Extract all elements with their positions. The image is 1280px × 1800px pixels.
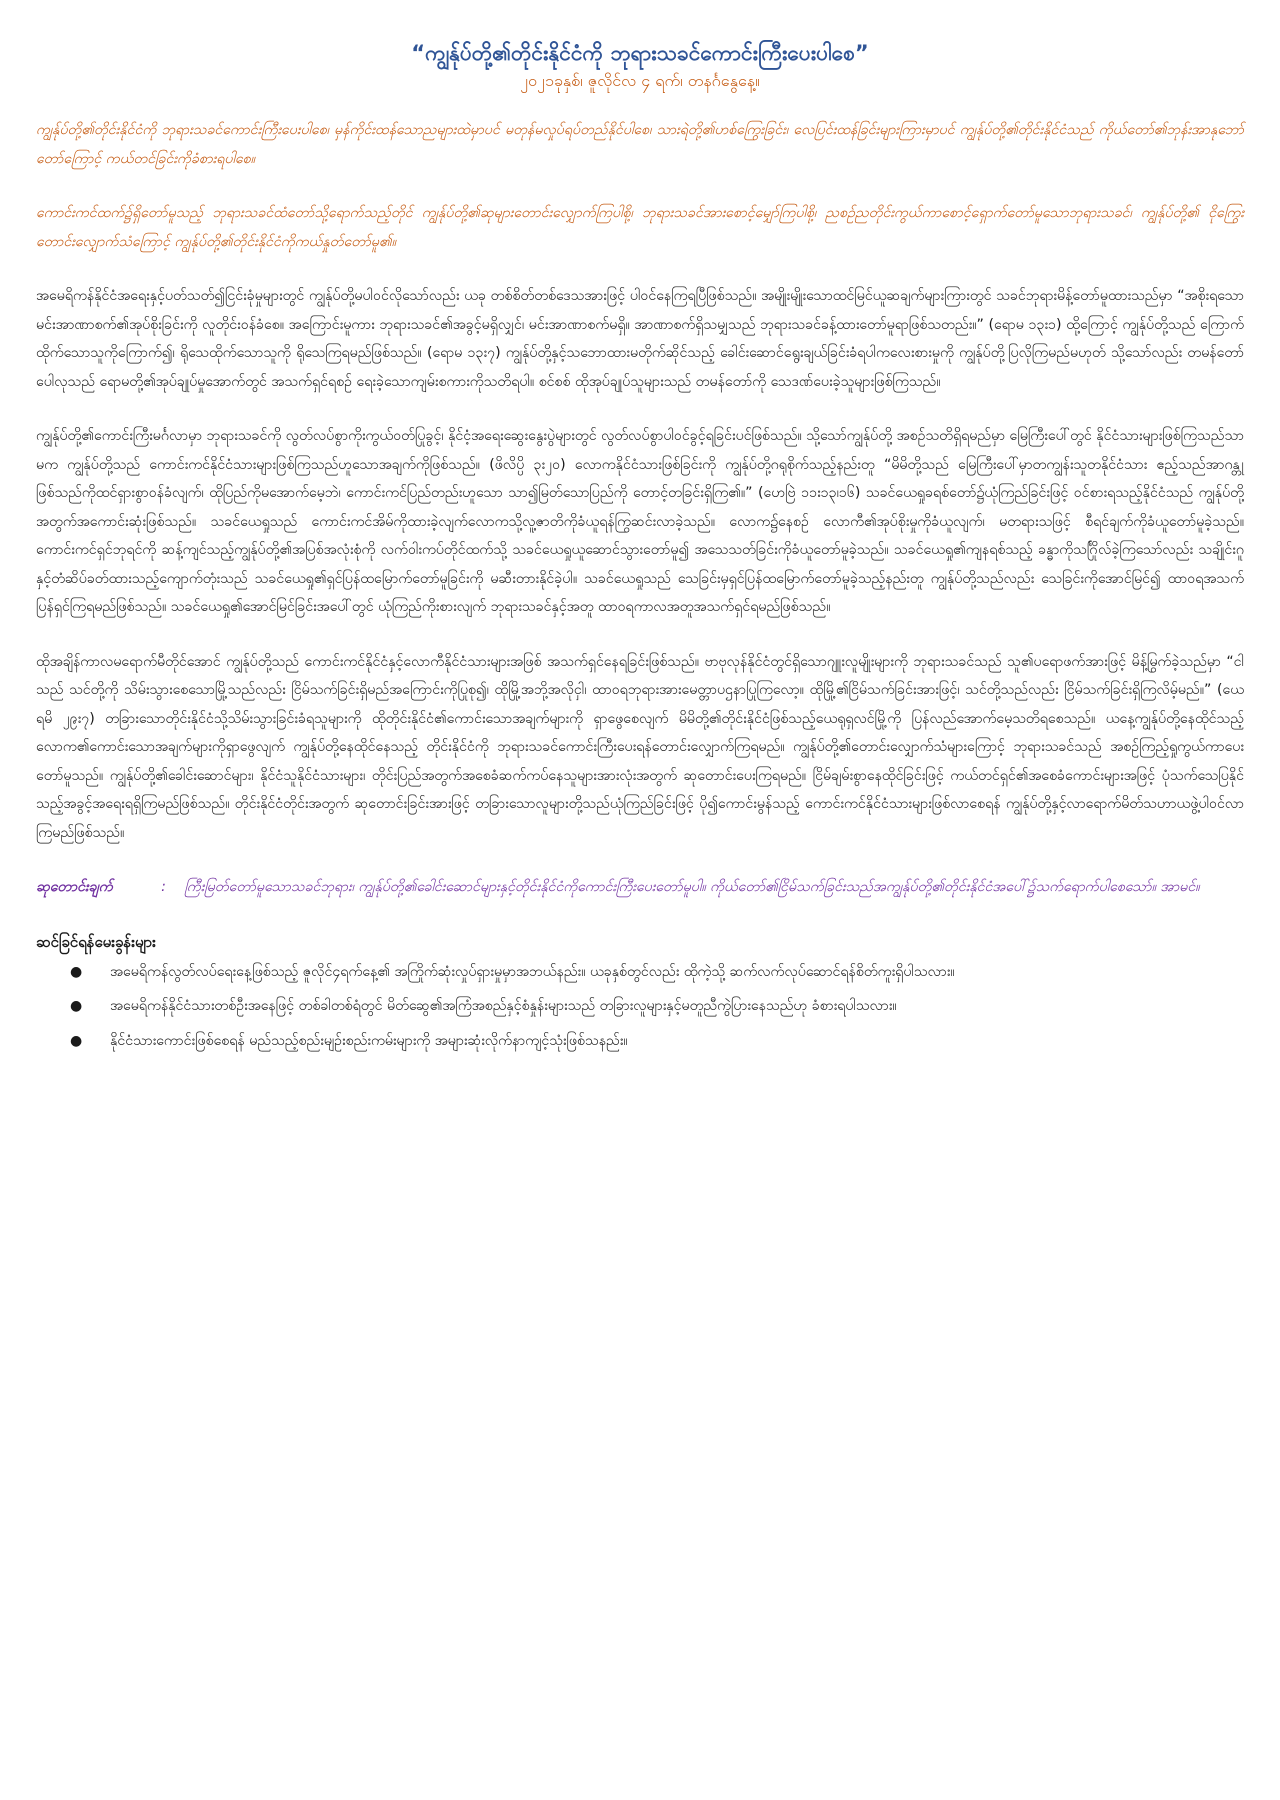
page-date: ၂၀၂၁ခုနှစ်၊ ဇူလိုင်လ ၄ ရက်၊ တနင်္ဂနွေနေ့။ <box>520 71 760 90</box>
question-item <box>70 1027 1244 1056</box>
question-text: အမေရိကန်လွတ်လပ်ရေးနေ့ဖြစ်သည့် ဇူလိုင်၄ရက်နေ့၏ အကြိုက်ဆုံးလှုပ်ရှားမှုမှာအဘယ်နည်း။ ယခုနှစ်တွင်လည်း ထိုကဲ့သို့ ဆက်လက်လုပ်ဆောင်ရန်စိတ်ကူးရှိပါသလား။ <box>110 963 955 980</box>
questions-heading: ဆင်ခြင်ရန်မေးခွန်းများ <box>36 932 156 951</box>
question-text: နိုင်ငံသားကောင်းဖြစ်စေရန် မည်သည့်စည်းမျဉ်းစည်းကမ်းများကို အများဆုံးလိုက်နာကျင့်သုံးဖြစ်သနည်း။ <box>110 1032 628 1049</box>
question-text: အမေရိကန်နိုင်ငံသားတစ်ဦးအနေဖြင့် တစ်ခါတစ်ရံတွင် မိတ်ဆွေ၏အကြံအစည်နှင့်စံနှုန်းများသည် တခြားလူများနှင့်မတူညီကွဲပြားနေသည်ဟု ခံစားရပါသလား။ <box>110 998 897 1014</box>
body-paragraph-2: ကျွန်ုပ်တို့၏ကောင်းကြီးမင်္ဂလာမှာ ဘုရားသခင်ကို လွတ်လပ်စွာကိုးကွယ်ဝတ်ပြုခွင့်၊ နိုင်ငံ့အရေးဆွေးနွေးပွဲများတွင် လွတ်လပ်စွာပါဝင်ခွင့်ရခြင်းပင်ဖြစ်သည်။ သို့သော်ကျွန်ုပ်တို့ အစဉ်သတိရှိရမည်မှာ မြေကြီးပေါ်တွင် နိုင်ငံသားများဖြစ်ကြသည်သာမက ကျွန်ုပ်တို့သည် ကောင်းကင်နိုင်ငံသားများဖြစ်ကြသည်ဟူသောအချက်ကိုဖြစ်သည်။ (ဖိလိပ္ပိ ၃း၂၀) လောကနိုင်ငံသားဖြစ်ခြင်းကို ကျွန်ုပ်တို့ဂရုစိုက်သည့်နည်းတူ “မိမိတို့သည် မြေကြီးပေါ်မှာတကျွန်းသူတနိုင်ငံသား ဧည့်သည်အာဂန္တုဖြစ်သည်ကိုထင်ရှားစွာဝန်ခံလျက်၊ ထိုပြည်ကိုမအောက်မေ့ဘဲ၊ ကောင်းကင်ပြည်တည်းဟူသော သာ၍မြတ်သောပြည်ကို တောင့်တခြင်းရှိကြ၏။” (ဟေဗြဲ ၁၁း၁၃၊၁၆) သခင်ယေရှုခရစ်တော်၌ယုံကြည်ခြင်းဖြင့် ဝင်စားရသည့်နိုင်ငံသည် ကျွန်ုပ်တို့အတွက်အကောင်းဆုံးဖြစ်သည်။ သခင်ယေရှုသည် ကောင်းကင်အိမ်ကိုထားခဲ့လျက်လောကသို့လူ့ဇာတိကိုခံယူရန်ကြွဆင်းလာခဲ့သည်။ လောက၌နေစဉ် လောကီ၏အုပ်စိုးမှုကိုခံယူလျက်၊ မတရားသဖြင့် စီရင်ချက်ကိုခံယူတော်မူခဲ့သည်။ ကောင်းကင်ရှင်ဘုရင်ကို ဆန့်ကျင်သည့်ကျွန်ုပ်တို့၏အပြစ်အလုံးစုံကို လက်ဝါးကပ်တိုင်ထက်သို့ သခင်ယေရှုယူဆောင်သွားတော်မူ၍ အသေသတ်ခြင်းကိုခံယူတော်မူခဲ့သည်။ သခင်ယေရှု၏ကျနရစ်သည့် ခန္ဓာကိုသင်္ဂြိုလ်ခဲ့ကြသော်လည်း သချိုင်းဂူနှင့်တံဆိပ်ခတ်ထားသည့်ကျောက်တုံးသည် သခင်ယေရှု၏ရှင်ပြန်ထမြောက်တော်မူခြင်းကို မဆီးတားနိုင်ခဲ့ပါ။ သခင်ယေရှုသည် သေခြင်းမှရှင်ပြန်ထမြောက်တော်မူခဲ့သည့်နည်းတူ ကျွန်ုပ်တို့သည်လည်း သေခြင်းကိုအောင်မြင်၍ ထာဝရအသက်ပြန်ရှင်ကြရမည်ဖြစ်သည်။ သခင်ယေရှု၏အောင်မြင်ခြင်းအပေါ်တွင် ယုံကြည်ကိုးစားလျက် ဘုရားသခင်နှင့်အတူ ထာဝရကာလအတူအသက်ရှင်ရမည်ဖြစ်သည်။ <box>36 428 1244 615</box>
intro-paragraph-1: ကျွန်ုပ်တို့၏တိုင်းနိုင်ငံကို ဘုရားသခင်ကောင်းကြီးပေးပါစေ၊ မှန်ကိုင်းထန်သောညများထဲမှာပင် မတုန်မလှုပ်ရပ်တည်နိုင်ပါစေ၊ သားရဲတို့၏ဟစ်ကြွေးခြင်း၊ လေပြင်းထန်ခြင်းများကြားမှာပင် ကျွန်ုပ်တို့၏တိုင်းနိုင်ငံသည် ကိုယ်တော်၏ဘုန်းအာနုဘော်တော်ကြောင့် ကယ်တင်ခြင်းကိုခံစားရပါစေ။ <box>36 122 1244 167</box>
page-title: “ကျွန်ုပ်တို့၏တိုင်းနိုင်ငံကို ဘုရားသခင်ကောင်းကြီးပေးပါစေ” <box>411 41 869 65</box>
body-paragraph-3: ထိုအချိန်ကာလမရောက်မီတိုင်အောင် ကျွန်ုပ်တို့သည် ကောင်းကင်နိုင်ငံနှင့်လောကီနိုင်ငံသားများအဖြစ် အသက်ရှင်နေရခြင်းဖြစ်သည်။ ဗာဗုလုန်နိုင်ငံတွင်ရှိသောဂျူးလူမျိုးများကို ဘုရားသခင်သည် သူ၏ပရောဖက်အားဖြင့် မိန့်မြွက်ခဲ့သည်မှာ “ငါသည် သင်တို့ကို သိမ်းသွားစေသောမြို့သည်လည်း ငြိမ်သက်ခြင်းရှိမည်အကြောင်းကိုပြုစု၍၊ ထိုမြို့အဘို့အလိုငှါ၊ ထာဝရဘုရားအားမေတ္တာပဌနာပြုကြလော့။ ထိုမြို့၏ငြိမ်သက်ခြင်းအားဖြင့်၊ သင်တို့သည်လည်း ငြိမ်သက်ခြင်းရှိကြလိမ့်မည်။” (ယေရမိ ၂၉း၇) တခြားသောတိုင်းနိုင်ငံသို့သိမ်းသွားခြင်းခံရသူများကို ထိုတိုင်းနိုင်ငံ၏ကောင်းသောအချက်များကို ရှာဖွေစေလျက် မိမိတို့၏တိုင်းနိုင်ငံဖြစ်သည့်ယေရုရှလင်မြို့ကို ပြန်လည်အောက်မေ့သတိရစေသည်။ ယနေ့ကျွန်ုပ်တို့နေထိုင်သည့် လောက၏ကောင်းသောအချက်များကိုရှာဖွေလျက် ကျွန်ုပ်တို့နေထိုင်နေသည့် တိုင်းနိုင်ငံကို ဘုရားသခင်ကောင်းကြီးပေးရန်တောင်းလျှောက်ကြရမည်။ ကျွန်ုပ်တို့၏တောင်းလျှောက်သံများကြောင့် ဘုရားသခင်သည် အစဉ်ကြည့်ရှုကွယ်ကာပေးတော်မူသည်။ ကျွန်ုပ်တို့၏ခေါင်းဆောင်များ၊ နိုင်ငံသူနိုင်ငံသားများ၊ တိုင်းပြည်အတွက်အစေခံဆက်ကပ်နေသူများအားလုံးအတွက် ဆုတောင်းပေးကြရမည်။ ငြိမ်ချမ်းစွာနေထိုင်ခြင်းဖြင့် ကယ်တင်ရှင်၏အစေခံကောင်းများအဖြင့် ပုံသက်သေပြနိုင်သည့်အခွင့်အရေးရရှိကြမည်ဖြစ်သည်။ တိုင်းနိုင်ငံတိုင်းအတွက် ဆုတောင်းခြင်းအားဖြင့် တခြားသောလူများတို့သည်ယုံကြည်ခြင်းဖြင့် ပို၍ကောင်းမွန်သည့် ကောင်းကင်နိုင်ငံသားများဖြစ်လာစေရန် ကျွန်ုပ်တို့နှင့်လာရောက်မိတ်သဟာယဖွဲ့ပါဝင်လာကြမည်ဖြစ်သည်။ <box>36 653 1244 841</box>
prayer-separator: : <box>161 879 166 895</box>
body-paragraph-1: အမေရိကန်နိုင်ငံအရေးနှင့်ပတ်သတ်၍ငြင်းခုံမှုများတွင် ကျွန်ုပ်တို့မပါဝင်လိုသော်လည်း ယခု တစ်စိတ်တစ်ဒေသအားဖြင့် ပါဝင်နေကြရပြီဖြစ်သည်။ အမျိုးမျိုးသောထင်မြင်ယူဆချက်များကြားတွင် သခင်ဘုရားမိန့်တော်မူထားသည်မှာ “အစိုးရသောမင်းအာဏာစက်၏အုပ်စိုးခြင်းကို လူတိုင်းဝန်ခံစေ။ အကြောင်းမူကား ဘုရားသခင်၏အခွင့်မရှိလျှင်၊ မင်းအာဏာစက်မရှိ။ အာဏာစက်ရှိသမျှသည် ဘုရားသခင်ခန့်ထားတော်မူရာဖြစ်သတည်း။” (ရောမ ၁၃း၁) ထို့ကြောင့် ကျွန်ုပ်တို့သည် ကြောက်ထိုက်သောသူကိုကြောက်၍၊ ရိုသေထိုက်သောသူကို ရိုသေကြရမည်ဖြစ်သည်။ (ရောမ ၁၃း၇) ကျွန်ုပ်တို့နှင့်သဘောထားမတိုက်ဆိုင်သည့် ခေါင်းဆောင်ရွေးချယ်ခြင်းခံရပါကလေးစားမှုကို ကျွန်ုပ်တို့ပြလိုကြမည်မဟုတ် သို့သော်လည်း တမန်တော်ပေါလုသည် ရောမတို့၏အုပ်ချုပ်မှုအောက်တွင် အသက်ရှင်ရစဉ် ရေးခဲ့သောကျမ်းစကားကိုသတိရပါ။ စင်စစ် ထိုအုပ်ချုပ်သူများသည် တမန်တော်ကို သေဒဏ်ပေးခဲ့သူများဖြစ်ကြသည်။ <box>36 288 1244 390</box>
question-item <box>70 992 1244 1021</box>
prayer-paragraph <box>36 873 1244 902</box>
bullet-dot-icon: ● <box>70 1032 83 1049</box>
question-item <box>70 958 1244 987</box>
questions-list <box>36 958 1244 1056</box>
prayer-label: ဆုတောင်းချက် <box>36 879 113 895</box>
bullet-dot-icon: ● <box>70 998 83 1014</box>
bullet-dot-icon: ● <box>70 963 83 980</box>
prayer-text: ကြီးမြတ်တော်မူသောသခင်ဘုရား၊ ကျွန်ုပ်တို့၏ခေါင်းဆောင်များနှင့်တိုင်းနိုင်ငံကိုကောင်းကြီးပေးတော်မူပါ။ ကိုယ်တော်၏ငြိမ်သက်ခြင်းသည်အကျွန်ုပ်တို့၏တိုင်းနိုင်ငံအပေါ်၌သက်ရောက်ပါစေသော်။ အာမင်။ <box>184 879 1200 895</box>
intro-paragraph-2: ကောင်းကင်ထက်၌ရှိတော်မူသည့် ဘုရားသခင်ထံတော်သို့ရောက်သည့်တိုင် ကျွန်ုပ်တို့၏ဆုများတောင်းလျှောက်ကြပါစို့၊ ဘုရားသခင်အားစောင့်မျှော်ကြပါစို့၊ ညစဉ်ညတိုင်းကွယ်ကာစောင့်ရှောက်တော်မူသောဘုရားသခင်၊ ကျွန်ုပ်တို့၏ ငိုကြွေးတောင်းလျှောက်သံကြောင့် ကျွန်ုပ်တို့၏တိုင်းနိုင်ငံကိုကယ်နှုတ်တော်မူ၏။ <box>36 205 1244 250</box>
